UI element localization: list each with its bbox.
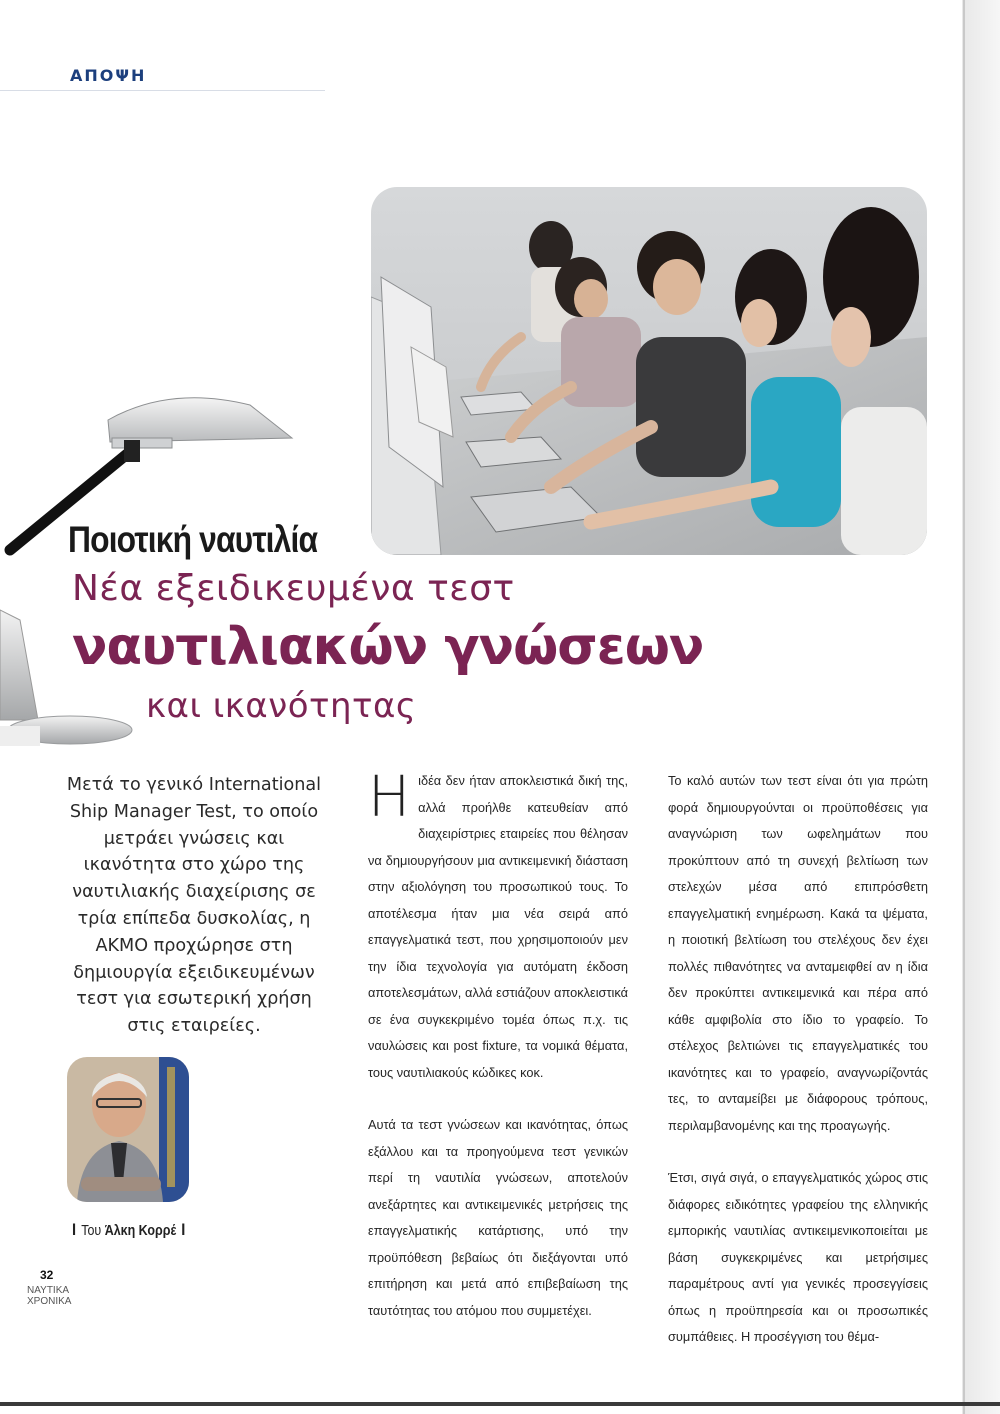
- byline-bar-end: I: [181, 1220, 186, 1239]
- section-label: ΑΠΟΨΗ: [70, 66, 147, 85]
- author-portrait-illustration: [67, 1057, 189, 1202]
- headline-line-3: και ικανότητας: [146, 686, 417, 726]
- drop-cap: Η: [368, 765, 411, 830]
- page-edge-shadow: [962, 0, 1000, 1414]
- author-name: Άλκη Κορρέ: [104, 1223, 177, 1239]
- byline-bar-start: I: [72, 1220, 77, 1239]
- paragraph: Το καλό αυτών των τεστ είναι ότι για πρώτη φορά δημιουργούνται οι προϋποθέσεις για αναγνώριση των ωφελημάτων που προκύπτουν από τη συνεχή βελτίωση των στελεχών μέσα από επιπρόσθετη επαγγελματική ενημέρωση. Κακά τα ψέματα, η ποιοτική βελτίωση του στελέχους δεν έχει πολλές πιθανότητες να ανταμειφθεί αν η ίδια δεν προκύπτει αντικειμενικά και πέρα από κάθε αμφιβολία στο ίδιο το γραφείο. Το στέλεχος βελτιώνει τις επαγγελματικές του ικανότητες και το γραφείο, αναγνωρίζοντάς τες, το ανταμείβει με διάφορους τρόπους, περιλαμβανομένης και της προαγωγής.: [668, 773, 928, 1133]
- article-kicker: Ποιοτική ναυτιλία: [68, 519, 318, 560]
- headline-line-2: ναυτιλιακών γνώσεων: [72, 617, 704, 677]
- paragraph-text: ιδέα δεν ήταν αποκλειστικά δική της, αλλά προήλθε κατευθείαν από διαχειρίστριες εταιρείες που θέλησαν να δημιουργήσουν μια αντικειμενική διάσταση στην αξιολόγηση του προσωπικού τους. Το αποτέλεσμα ήταν μια νέα σειρά από επαγγελματικά τεστ, που χρησιμοποιούν μεν την ίδια τεχνολογία για αυτόματη έκδοση αποτελεσμάτων, αλλά εστιάζουν αποκλειστικά σε ένα συγκεκριμένο τομέα όπως π.χ. τις ναυλώσεις και post fixture, τα νομικά θέματα, τους ναυτιλιακούς κώδικες κοκ.: [368, 773, 628, 1080]
- headline-line-1: Νέα εξειδικευμένα τεστ: [72, 568, 515, 609]
- paragraph: Έτσι, σιγά σιγά, ο επαγγελματικός χώρος στις διάφορες ειδικότητες γραφείου της ελληνικής εμπορικής ναυτιλίας αντικειμενικοποιείται με βάση συγκεκριμένες και μετρήσιμες παραμέτρους αντί για γενικές προσεγγίσεις όπως η προϋπηρεσία και οι προσωπικές συμπάθειες. Η προσέγγιση του θέμα-: [668, 1170, 928, 1344]
- author-photo: [67, 1057, 189, 1202]
- byline: [72, 1220, 186, 1240]
- magazine-name-line-1: ΝΑΥΤΙΚΑ: [27, 1285, 70, 1296]
- magazine-name: [27, 1285, 72, 1307]
- bottom-rule: [0, 1402, 1000, 1406]
- hero-photo-illustration: [371, 187, 927, 555]
- article-column-2: [368, 765, 628, 1324]
- byline-prefix: Του: [81, 1223, 102, 1239]
- hero-photo: [371, 187, 927, 555]
- page-edge-line: [963, 0, 965, 1414]
- paragraph: [368, 765, 628, 1086]
- section-rule: [0, 90, 325, 91]
- page-number: 32: [40, 1268, 54, 1282]
- paragraph: Αυτά τα τεστ γνώσεων και ικανότητας, όπως εξάλλου και τα προηγούμενα τεστ γενικών περί τη ναυτιλία γνώσεων, αποτελούν ανεξάρτητες και αντικειμενικές μετρήσεις της επαγγελματικής κατάρτισης, υπό την προϋπόθεση βεβαίως ότι διεξάγονται υπό επιτήρηση και μετά από επιβεβαίωση της ταυτότητας του ατόμου που συμμετέχει.: [368, 1117, 628, 1318]
- article-column-3: [668, 768, 928, 1351]
- article-lead: Μετά το γενικό International Ship Manager Test, το οποίο μετράει γνώσεις και ικανότητα στο χώρο της ναυτιλιακής διαχείρισης σε τρία επίπεδα δυσκολίας, η ΑΚΜΟ προχώρησε στη δημιουργία εξειδικευμένων τεστ για εσωτερική χρήση στις εταιρείες.: [66, 775, 322, 1037]
- magazine-name-line-2: ΧΡΟΝΙΚΑ: [27, 1296, 72, 1307]
